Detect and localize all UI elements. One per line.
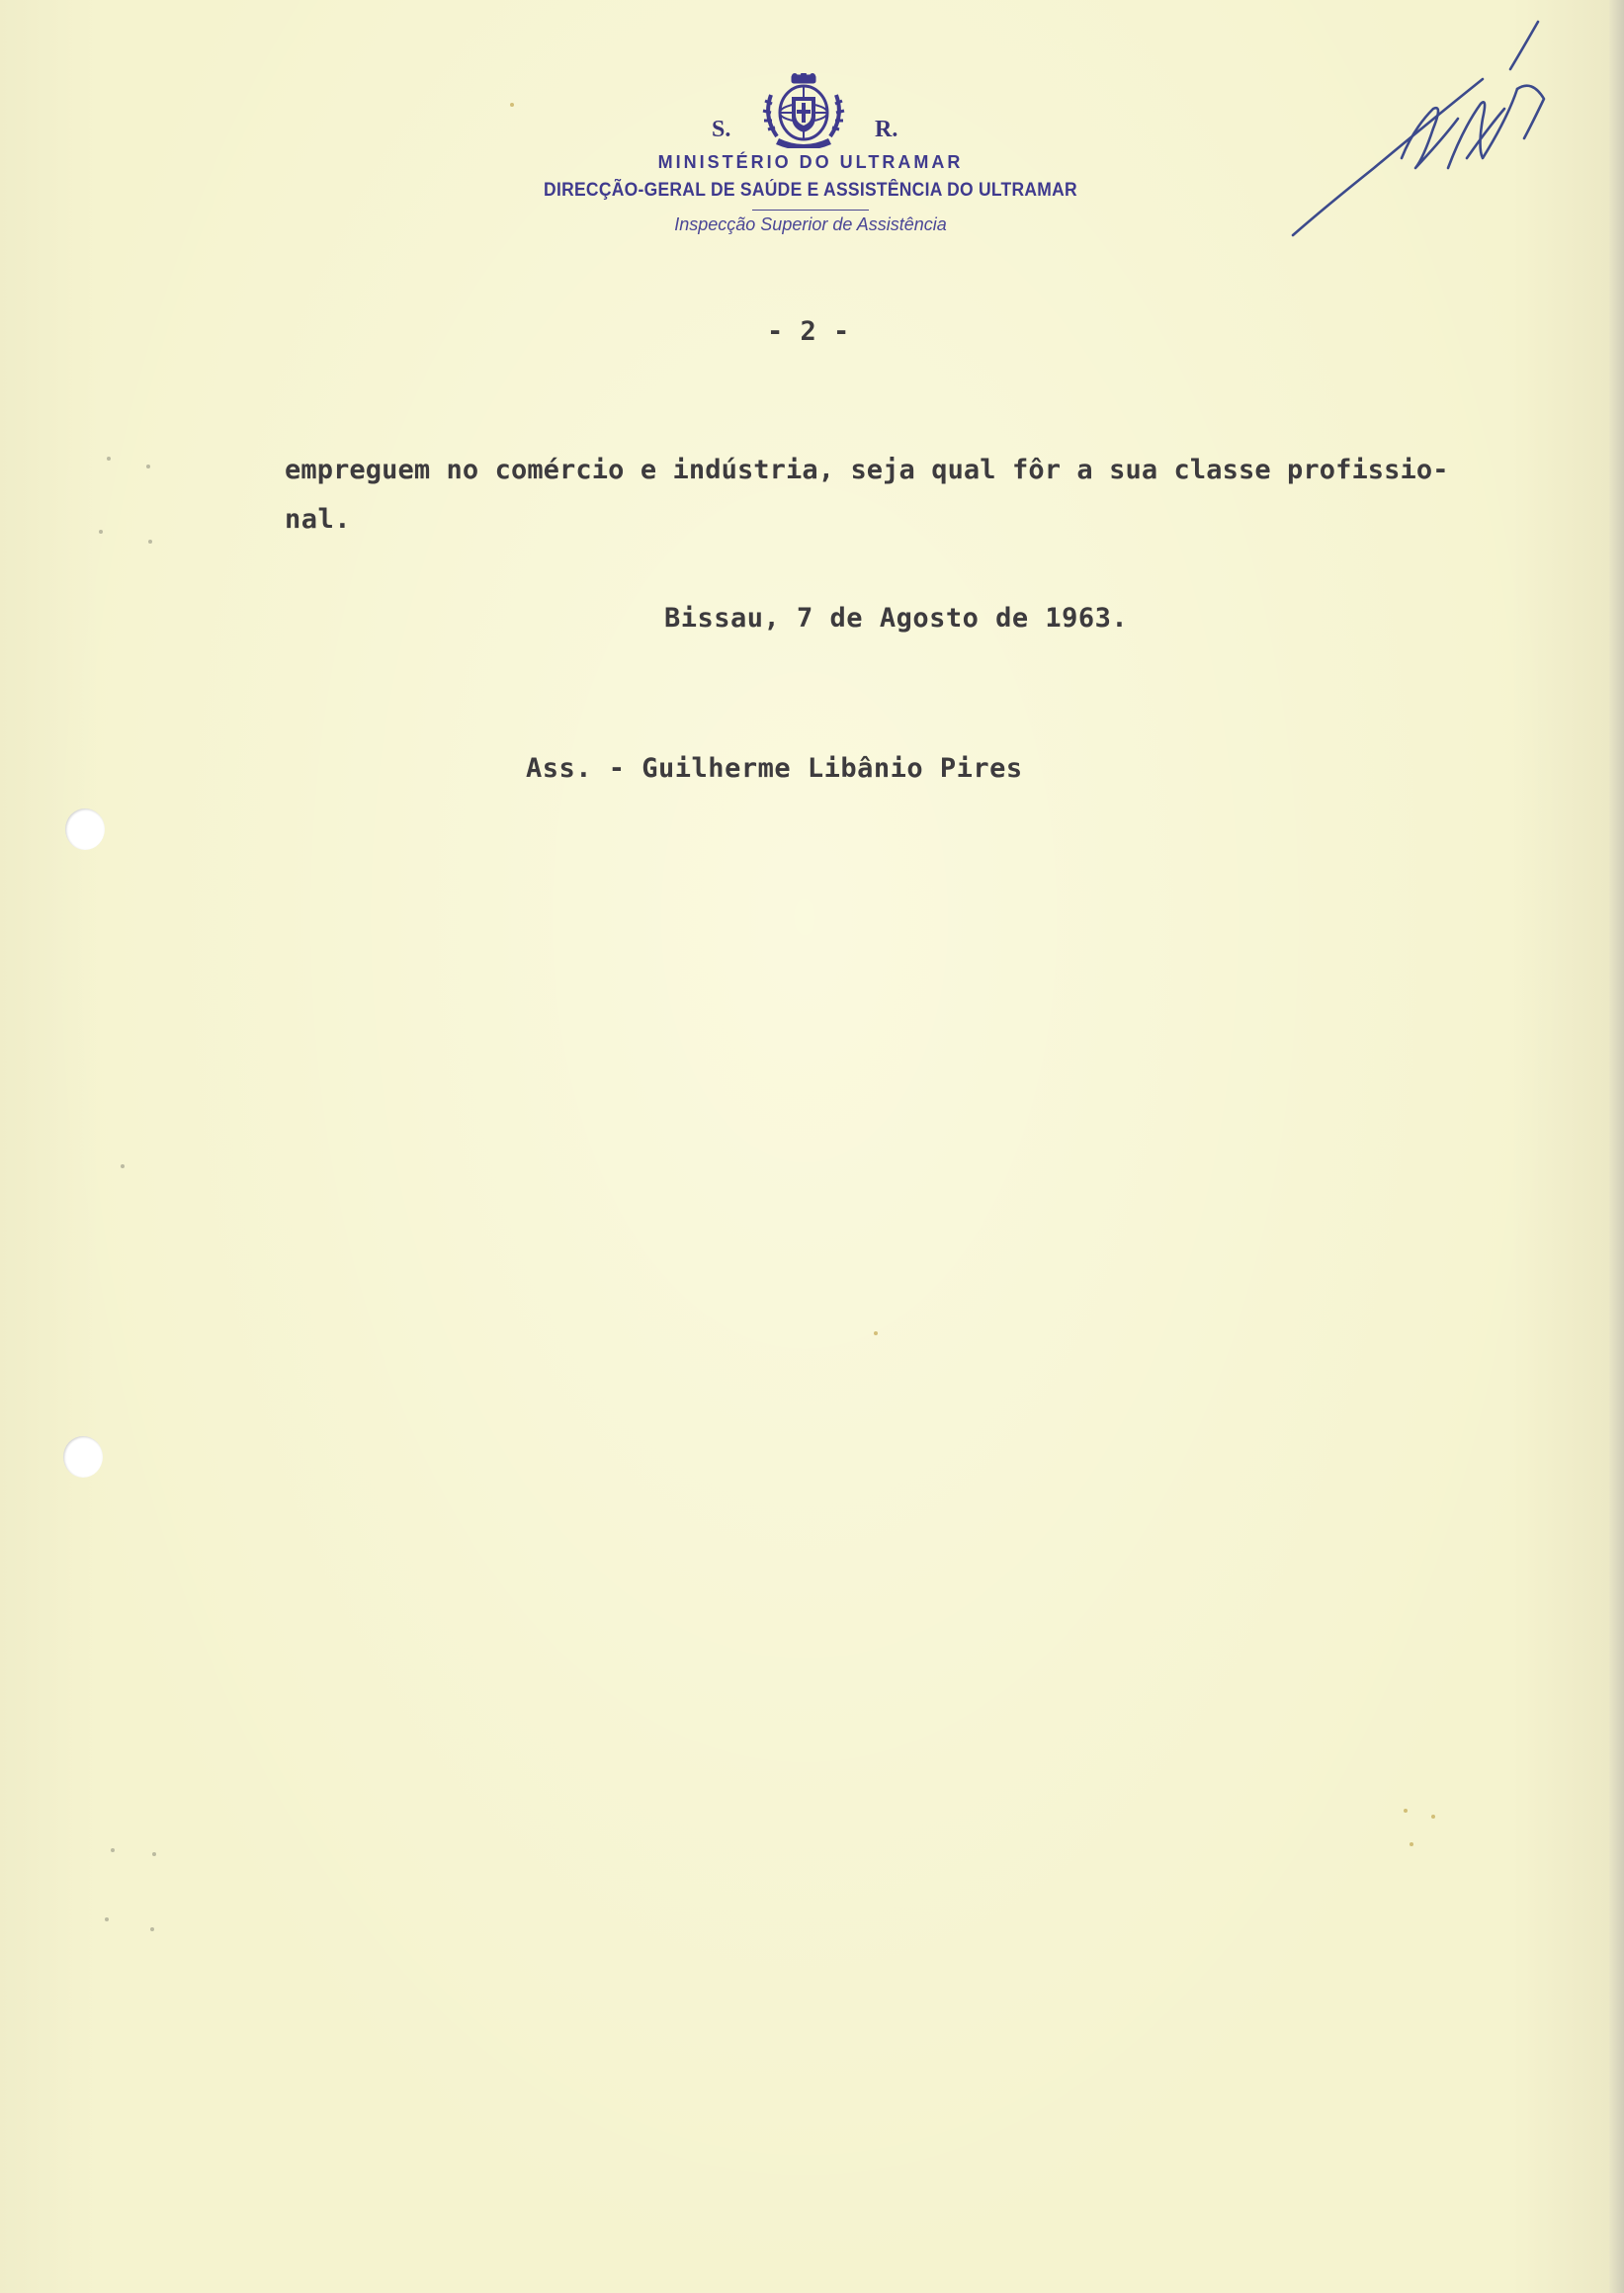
- letterhead-r: R.: [875, 117, 898, 142]
- letterhead-s: S.: [712, 117, 731, 142]
- paper-speck: [1410, 1842, 1413, 1846]
- coat-of-arms-icon: [759, 73, 848, 148]
- punch-hole: [63, 1436, 103, 1478]
- letterhead-top-row: [494, 69, 1127, 150]
- paper-speck: [152, 1852, 156, 1856]
- page-edge: [1609, 0, 1624, 2293]
- date-line: Bissau, 7 de Agosto de 1963.: [664, 603, 1129, 634]
- letterhead: [494, 69, 1127, 235]
- paper-speck: [874, 1331, 878, 1335]
- paper-speck: [111, 1848, 115, 1852]
- page-number: - 2 -: [767, 316, 850, 347]
- paper-speck: [510, 103, 514, 107]
- paper-speck: [107, 457, 111, 461]
- body-line: nal.: [285, 504, 352, 535]
- paper-speck: [146, 465, 150, 468]
- signature-line: Ass. - Guilherme Libânio Pires: [526, 753, 1023, 784]
- paper-speck: [150, 1927, 154, 1931]
- punch-hole: [65, 808, 105, 850]
- inspection-name: Inspecção Superior de Assistência: [674, 214, 947, 234]
- body-line: empreguem no comércio e indústria, seja qual fôr a sua classe profissio-: [285, 455, 1449, 485]
- paper-speck: [148, 540, 152, 544]
- paper-speck: [105, 1917, 109, 1921]
- ministry-name: MINISTÉRIO DO ULTRAMAR: [657, 152, 964, 172]
- paper-speck: [121, 1164, 125, 1168]
- letterhead-divider: [752, 210, 869, 211]
- handwritten-initials-icon: [1285, 10, 1562, 247]
- paper-speck: [1431, 1815, 1435, 1819]
- paper-speck: [99, 530, 103, 534]
- paper-speck: [1404, 1809, 1408, 1813]
- directorate-name: DIRECÇÃO-GERAL DE SAÚDE E ASSISTÊNCIA DO ULTRAMAR: [544, 180, 1077, 201]
